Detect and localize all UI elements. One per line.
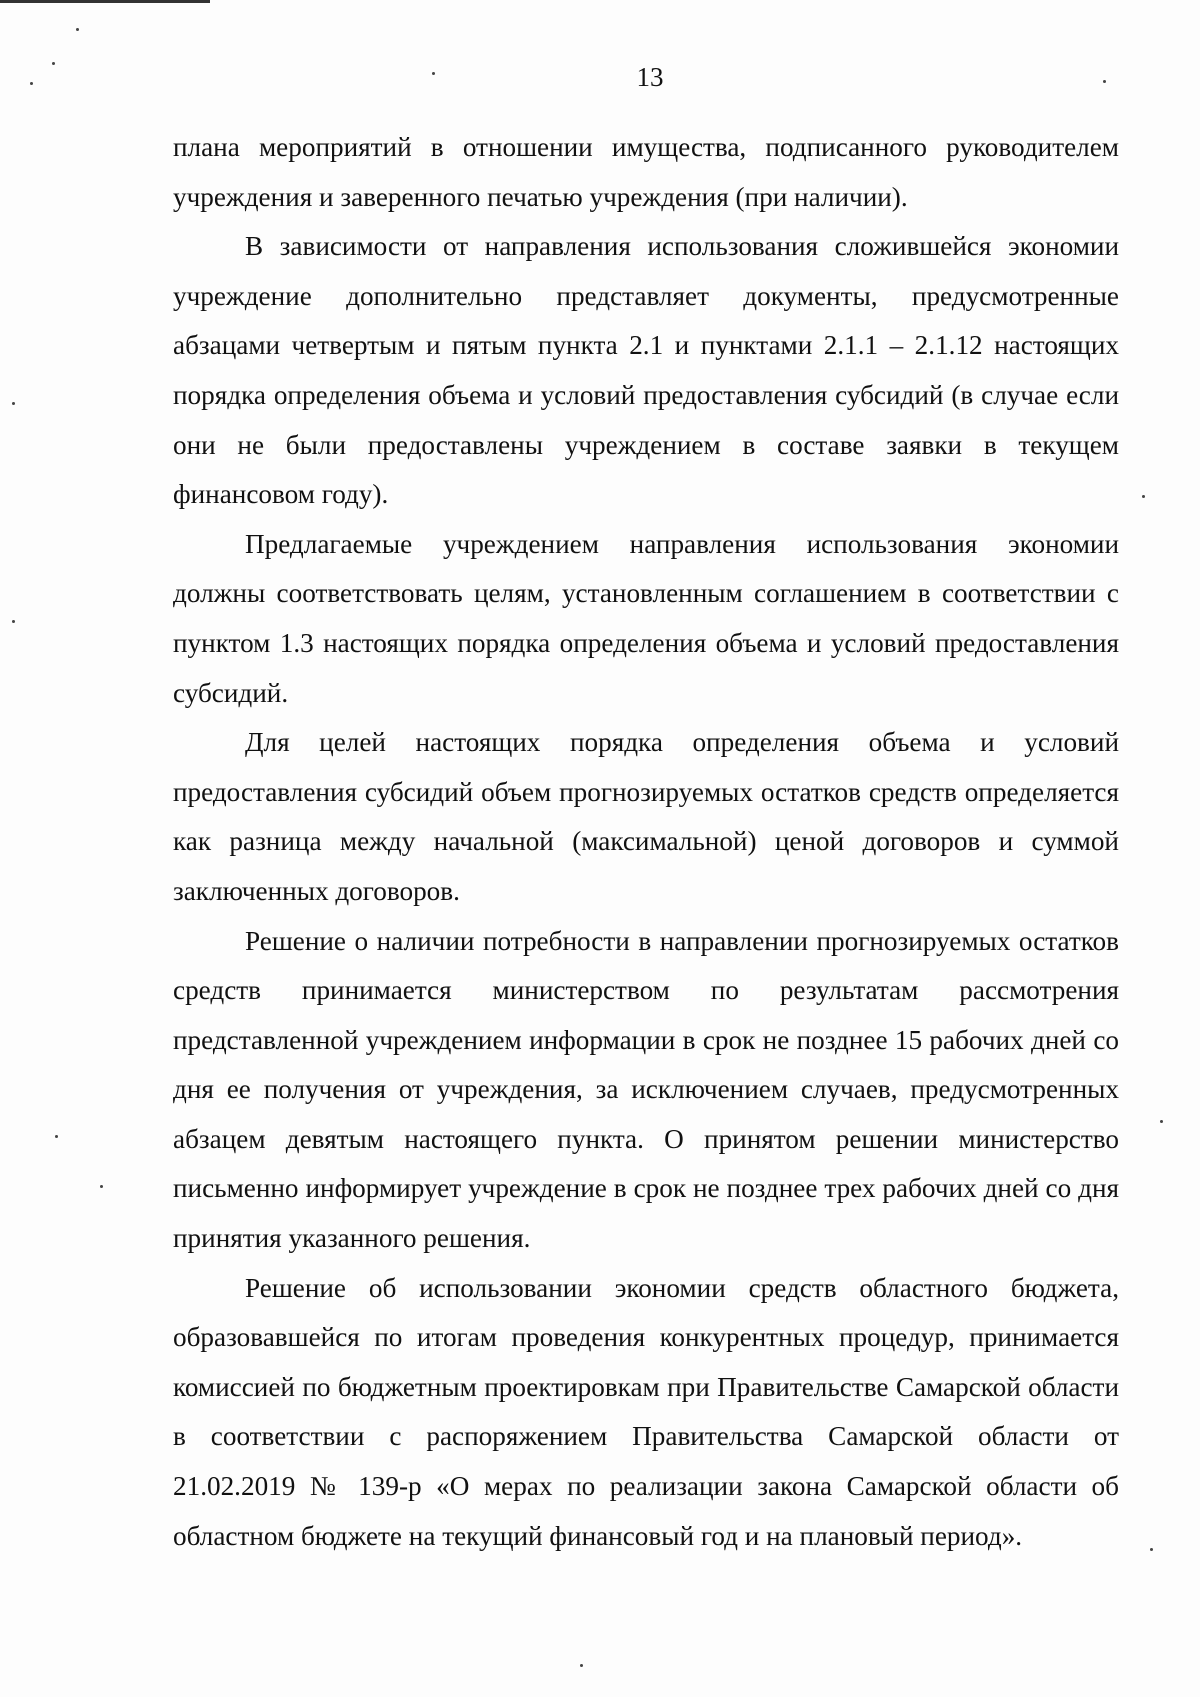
scan-speck — [12, 620, 15, 623]
scan-speck — [580, 1664, 583, 1667]
scan-edge-line — [0, 0, 210, 3]
scan-speck — [1103, 80, 1106, 83]
scan-speck — [100, 1185, 103, 1188]
paragraph: Для целей настоящих порядка определения объема и условий предоставления субсидий объем прогнозируемых остатков средств определяется как разница между начальной (максимальной) ценой договоров и суммой заключенных договоров. — [173, 727, 1119, 906]
document-body — [173, 123, 1119, 1561]
scan-speck — [76, 28, 79, 31]
paragraph: Предлагаемые учреждением направления использования экономии должны соответствовать целям, установленным соглашением в соответствии с пунктом 1.3 настоящих порядка определения объема и условий предоставления субсидий. — [173, 528, 1119, 708]
scan-speck — [52, 62, 55, 65]
scan-speck — [1142, 495, 1145, 498]
scan-speck — [1150, 1548, 1153, 1551]
scan-speck — [432, 72, 435, 75]
scan-speck — [30, 82, 33, 85]
paragraph: Решение об использовании экономии средств областного бюджета, образовавшейся по итогам проведения конкурентных процедур, принимается комиссией по бюджетным проектировкам при Правительстве Самарской области в соответствии с распоряжением Правительства Самарской области от 21.02.2019 № 139-р «О мерах по реализации закона Самарской области об областном бюджете на текущий финансовый год и на плановый период». — [173, 1272, 1119, 1551]
page-number: 13 — [636, 62, 664, 92]
paragraph: Решение о наличии потребности в направлении прогнозируемых остатков средств принимается министерством по результатам рассмотрения представленной учреждением информации в срок не позднее 15 рабочих дней со дня ее получения от учреждения, за исключением случаев, предусмотренных абзацем девятым настоящего пункта. О принятом решении министерство письменно информирует учреждение в срок не позднее трех рабочих дней со дня принятия указанного решения. — [173, 925, 1119, 1254]
scan-speck — [55, 1135, 58, 1138]
paragraph: В зависимости от направления использования сложившейся экономии учреждение дополнительно представляет документы, предусмотренные абзацами четвертым и пятым пункта 2.1 и пунктами 2.1.1 – 2.1.12 настоящих порядка определения объема и условий предоставления субсидий (в случае если они не были предоставлены учреждением в составе заявки в текущем финансовом году). — [173, 231, 1119, 510]
scan-speck — [12, 402, 15, 405]
paragraph-continuation: плана мероприятий в отношении имущества, подписанного руководителем учреждения и заверенного печатью учреждения (при наличии). — [173, 132, 1119, 212]
scan-speck — [1160, 1120, 1163, 1123]
